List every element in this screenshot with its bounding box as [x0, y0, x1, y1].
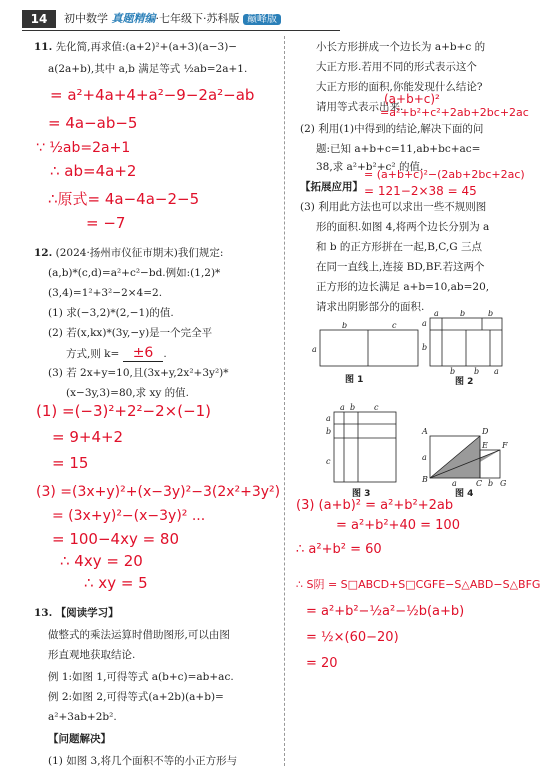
fig4-label-a: a — [422, 453, 427, 462]
header-title — [64, 12, 281, 27]
r-hw-c: = (a+b+c)²−(2ab+2bc+2ac) — [364, 168, 525, 181]
r-hw3-6: = ½×(60−20) — [306, 630, 399, 645]
r-hw3-3: ∴ a²+b² = 60 — [296, 542, 382, 557]
fig4-label-E: E — [482, 441, 488, 450]
fig4-label-B: B — [422, 475, 428, 484]
r-part3c: 和 b 的正方形拼在一起,B,C,G 三点 — [316, 241, 483, 253]
r-part3f: 请求出阴影部分的面积. — [316, 301, 425, 313]
fig3-label-c: c — [374, 403, 379, 412]
fig3-label-c2: c — [326, 457, 331, 466]
header-brand-logo: 真题精编 — [111, 12, 156, 25]
page-number: 14 — [22, 10, 56, 28]
q12-hw1-2: = 9+4+2 — [52, 428, 124, 446]
fig4-label-G: G — [500, 479, 507, 488]
q12-hw3-5: ∴ xy = 5 — [84, 574, 148, 592]
fig2-label-b4: b — [450, 367, 456, 376]
q13-l1: 做整式的乘法运算时借助图形,可以由图 — [48, 629, 230, 641]
header-subject: 初中数学 — [64, 12, 108, 25]
r-part3a: (3) 利用此方法也可以求出一些不规则图 — [300, 201, 487, 213]
q13-sub: 【问题解决】 — [48, 733, 111, 745]
q12-hw1-1: (1) =(−3)²+2²−2×(−1) — [36, 402, 212, 420]
q11-hw-1: = a²+4a+4+a²−9−2a²−ab — [50, 86, 255, 104]
q12-hw1-3: = 15 — [52, 454, 89, 472]
fig4-label-a2: a — [452, 479, 457, 488]
q11-hw-2: = 4a−ab−5 — [48, 114, 138, 132]
r-hw-d: = 121−2×38 = 45 — [364, 184, 477, 198]
r-ext-title: 【拓展应用】 — [300, 181, 363, 193]
q12-part1: (1) 求(−3,2)*(2,−1)的值. — [48, 307, 174, 319]
r-hw-b: =a²+b²+c²+2ab+2bc+2ac — [380, 106, 529, 119]
q12-hw3-2: = (3x+y)²−(x−3y)² ... — [52, 508, 206, 524]
fig1-label-b: b — [342, 322, 348, 330]
fig2-label-b2: b — [488, 310, 494, 318]
r-part3b: 形的面积.如图 4,将两个边长分别为 a — [316, 221, 490, 233]
fig1-label-c: c — [392, 322, 397, 330]
fig4-label-A: A — [422, 427, 428, 436]
q13-l6: (1) 如图 3,将几个面积不等的小正方形与 — [48, 755, 238, 767]
q12-part2b: 方式,则 k= ±6 . — [66, 345, 167, 361]
r-hw-a: (a+b+c)² — [384, 92, 440, 106]
fig3-caption: 图 3 — [352, 489, 371, 499]
fig3-label-b: b — [350, 403, 356, 412]
figure-2 — [420, 310, 510, 376]
fig2-label-a2: a — [422, 319, 427, 328]
figure-4 — [418, 422, 510, 488]
fig2-label-b1: b — [460, 310, 466, 318]
fig2-caption: 图 2 — [455, 377, 474, 387]
q12-line2: (a,b)*(c,d)=a²+c²−bd.例如:(1,2)* — [48, 267, 221, 279]
r-part2c: 38,求 a²+b²+c² 的值. — [316, 161, 424, 173]
q12-line3: (3,4)=1²+3²−2×4=2. — [48, 287, 163, 299]
column-divider — [284, 36, 285, 766]
q13-l3: 例 1:如图 1,可得等式 a(b+c)=ab+ac. — [48, 671, 234, 683]
q11-line2: a(2a+b),其中 a,b 满足等式 ½ab=2a+1. — [48, 63, 248, 75]
fig1-label-a: a — [312, 345, 317, 354]
q13-l4: 例 2:如图 2,可得等式(a+2b)(a+b)= — [48, 691, 224, 703]
q11-hw-4: ∴ ab=4a+2 — [50, 162, 137, 180]
fig2-label-a3: a — [494, 367, 499, 376]
q11-line1: 11. 先化简,再求值:(a+2)²+(a+3)(a−3)− — [34, 41, 238, 53]
q12-part2-answer: ±6 — [123, 345, 164, 362]
fig2-label-a: a — [434, 310, 439, 318]
fig4-label-F: F — [502, 441, 508, 450]
fig3-label-a2: a — [326, 414, 331, 423]
fig4-caption: 图 4 — [455, 489, 474, 499]
fig4-label-D: D — [482, 427, 489, 436]
r-part3d: 在同一直线上,连接 BD,BF.若这两个 — [316, 261, 485, 273]
q12-hw3-3: = 100−4xy = 80 — [52, 530, 180, 548]
q12-part3b: (x−3y,3)=80,求 xy 的值. — [66, 387, 190, 399]
r-hw3-4: ∴ S阴 = S□ABCD+S□CGFE−S△ABD−S△BFG — [296, 578, 540, 591]
r-part3e: 正方形的边长满足 a+b=10,ab=20, — [316, 281, 490, 293]
q12-hw3-4: ∴ 4xy = 20 — [60, 552, 143, 570]
q12-part2a: (2) 若(x,kx)*(3y,−y)是一个完全平 — [48, 327, 213, 339]
q13-l2: 形直观地获取结论. — [48, 649, 136, 661]
r-line1: 小长方形拼成一个边长为 a+b+c 的 — [316, 41, 486, 53]
r-hw3-5: = a²+b²−½a²−½b(a+b) — [306, 604, 465, 619]
r-line3: 大正方形的面积,你能发现什么结论? — [316, 81, 483, 93]
fig1-caption: 图 1 — [345, 375, 364, 385]
r-hw3-1: (3) (a+b)² = a²+b²+2ab — [296, 498, 454, 513]
q12-part3a: (3) 若 2x+y=10,且(3x+y,2x²+3y²)* — [48, 367, 229, 379]
fig4-label-b: b — [488, 479, 494, 488]
fig4-label-C: C — [476, 479, 483, 488]
q12-hw3-1: (3) =(3x+y)²+(x−3y)²−3(2x²+3y²) — [36, 484, 281, 500]
fig2-label-b3: b — [422, 343, 428, 352]
q11-hw-3: ∵ ½ab=2a+1 — [36, 140, 131, 156]
fig3-label-b2: b — [326, 427, 332, 436]
r-part2b: 题:已知 a+b+c=11,ab+bc+ac= — [316, 143, 481, 155]
figure-1 — [306, 322, 426, 382]
fig3-label-a: a — [340, 403, 345, 412]
q11-hw-5: ∴原式= 4a−4a−2−5 — [48, 190, 200, 208]
q11-hw-6: = −7 — [86, 214, 126, 232]
figure-3 — [320, 402, 400, 490]
r-line4: 请用等式表示出来. — [316, 101, 404, 113]
q13-l5: a²+3ab+2b². — [48, 711, 117, 723]
edition-badge: 巅峰版 — [243, 14, 281, 25]
r-line2: 大正方形.若用不同的形式表示这个 — [316, 61, 477, 73]
fig2-label-b5: b — [474, 367, 480, 376]
r-hw3-2: = a²+b²+40 = 100 — [336, 518, 460, 533]
q13-title: 13. 【阅读学习】 — [34, 607, 119, 619]
r-hw3-7: = 20 — [306, 656, 338, 671]
header-subtitle: ·七年级下·苏科版 — [155, 12, 240, 25]
r-part2a: (2) 利用(1)中得到的结论,解决下面的问 — [300, 123, 484, 135]
q12-line1: 12. (2024·扬州市仪征市期末)我们规定: — [34, 247, 224, 259]
